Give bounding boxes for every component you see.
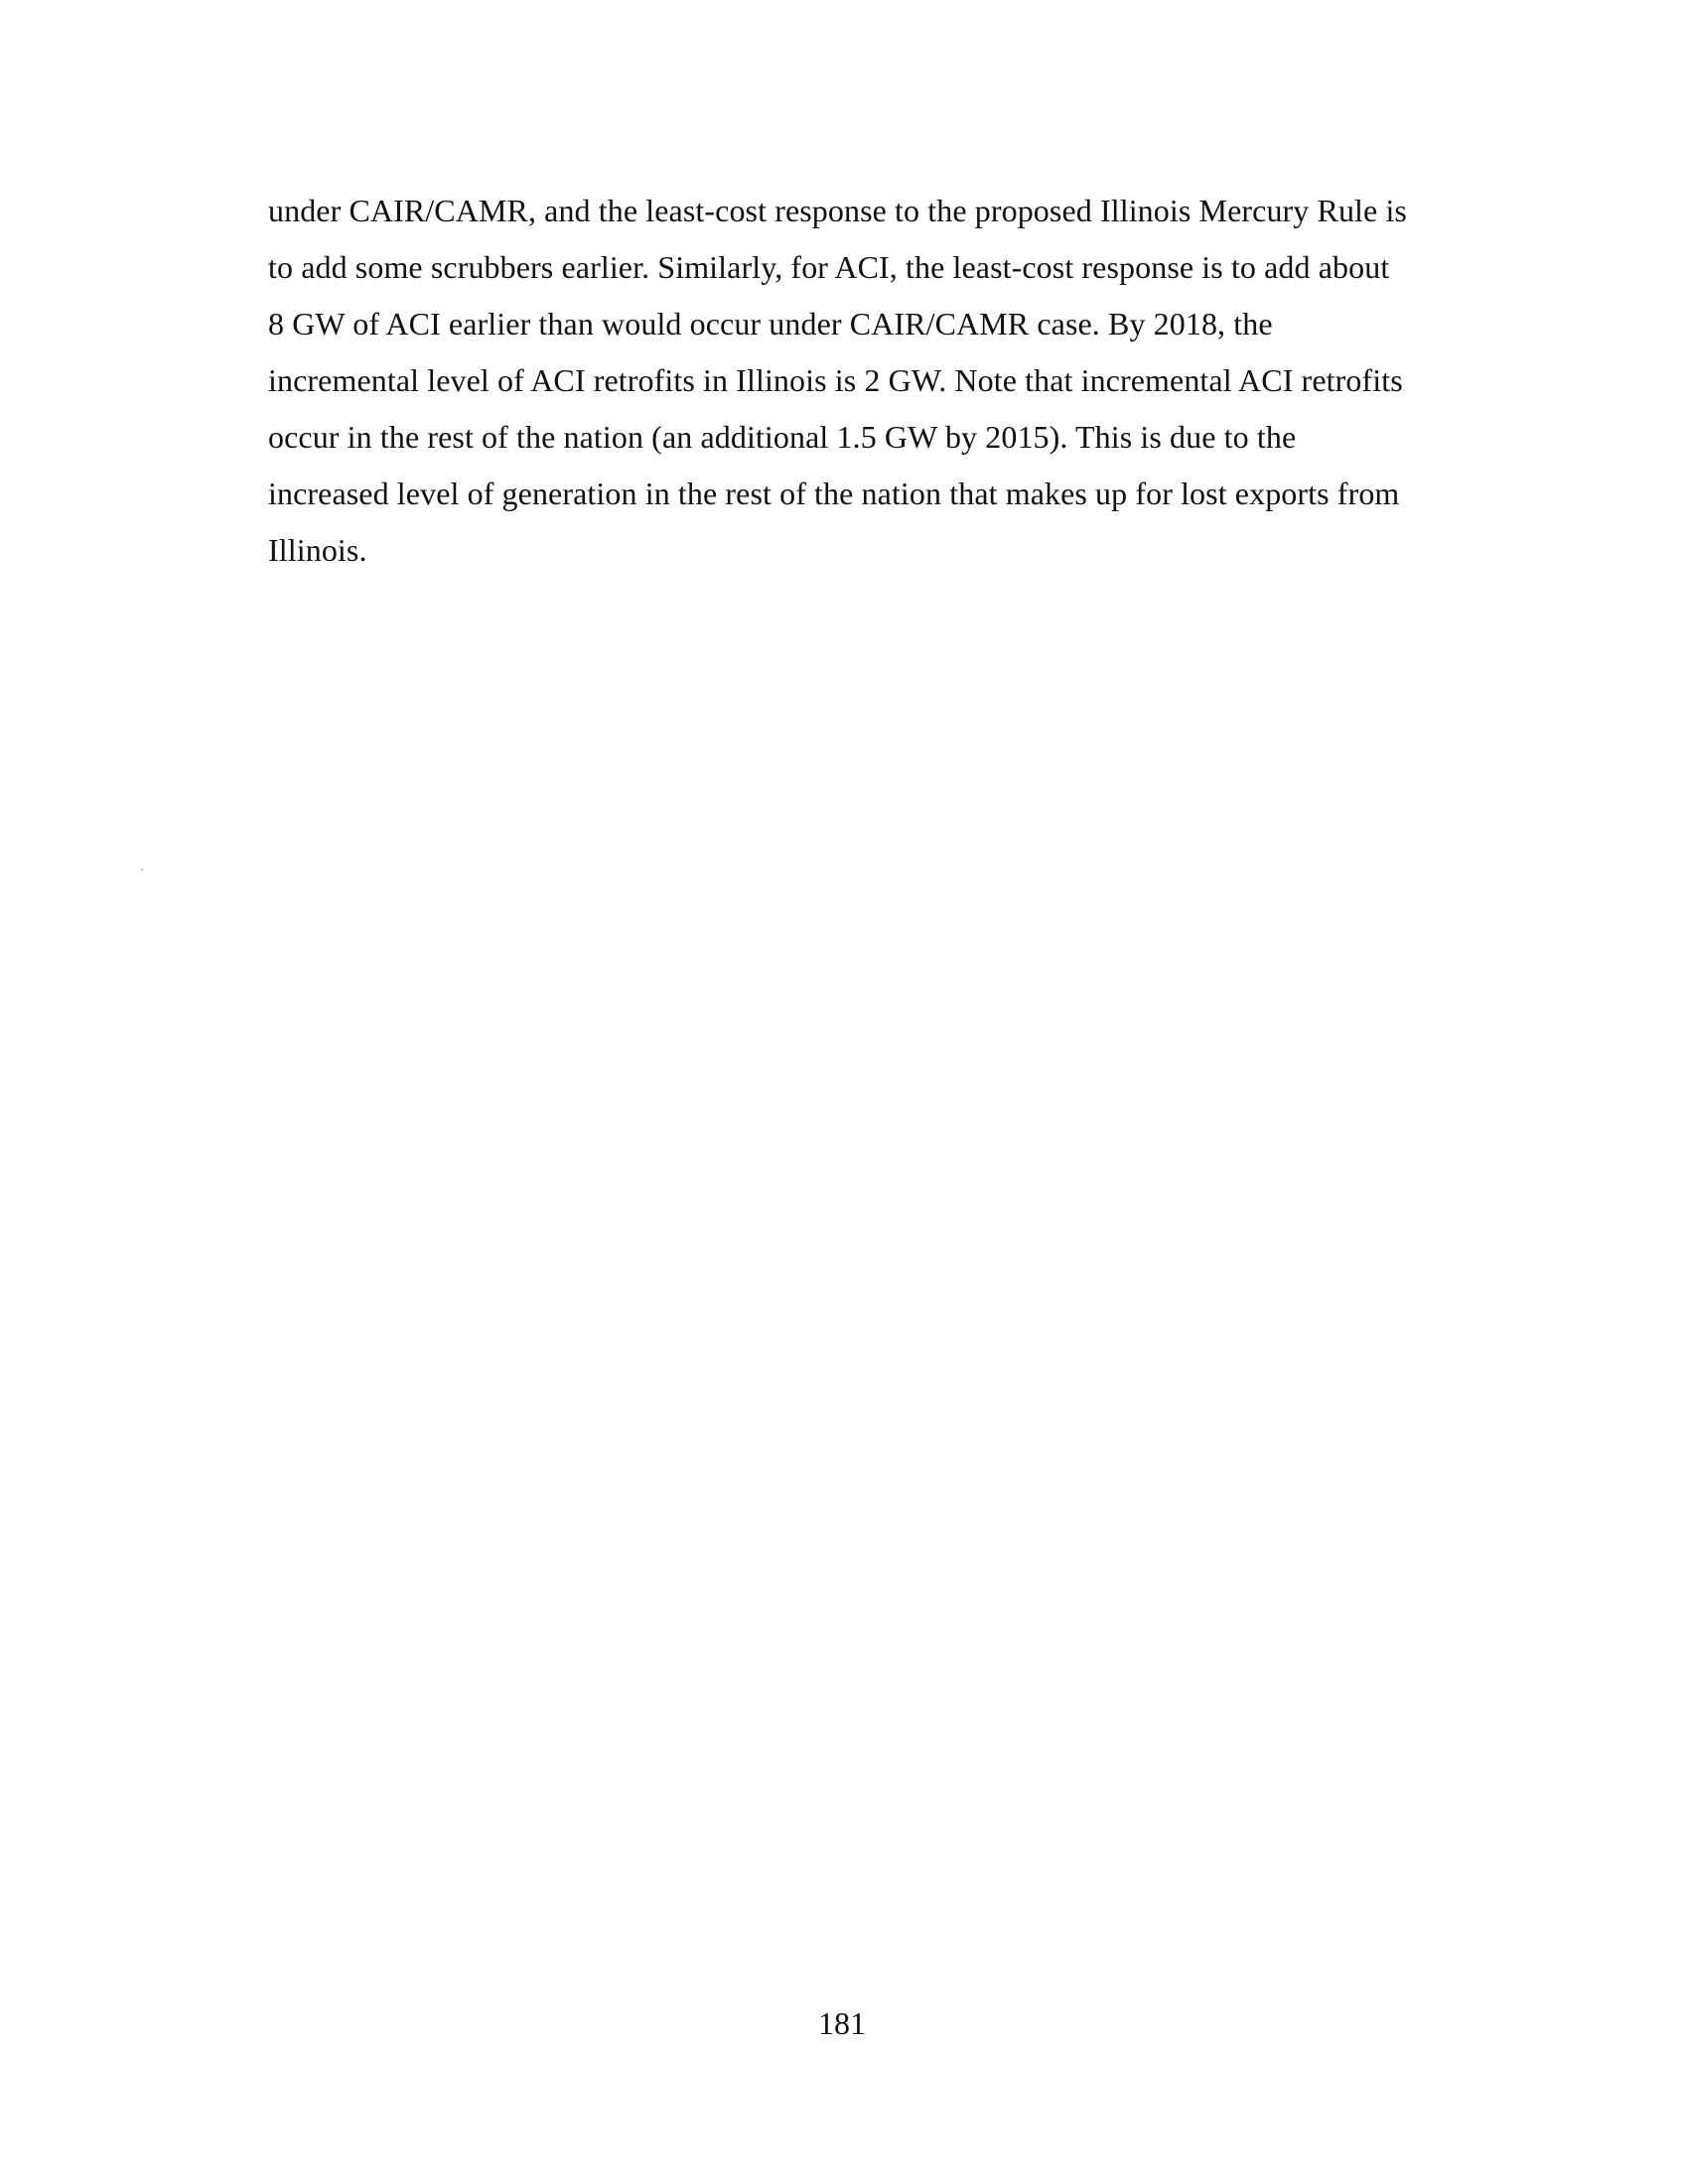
paragraph-line: Illinois. — [268, 532, 367, 568]
scan-speck — [141, 869, 143, 871]
paragraph-line: increased level of generation in the rest of the nation that makes up for lost exports from — [268, 476, 1400, 511]
paragraph-line: occur in the rest of the nation (an additional 1.5 GW by 2015). This is due to the — [268, 419, 1297, 455]
paragraph-line: incremental level of ACI retrofits in Illinois is 2 GW. Note that incremental ACI retrofits — [268, 362, 1403, 398]
paragraph-line: under CAIR/CAMR, and the least-cost response to the proposed Illinois Mercury Rule is — [268, 193, 1407, 228]
paragraph-line: 8 GW of ACI earlier than would occur under CAIR/CAMR case. By 2018, the — [268, 306, 1273, 341]
body-paragraph — [268, 183, 1440, 579]
paragraph-line: to add some scrubbers earlier. Similarly, for ACI, the least-cost response is to add about — [268, 249, 1390, 285]
page-number: 181 — [818, 2005, 866, 2041]
